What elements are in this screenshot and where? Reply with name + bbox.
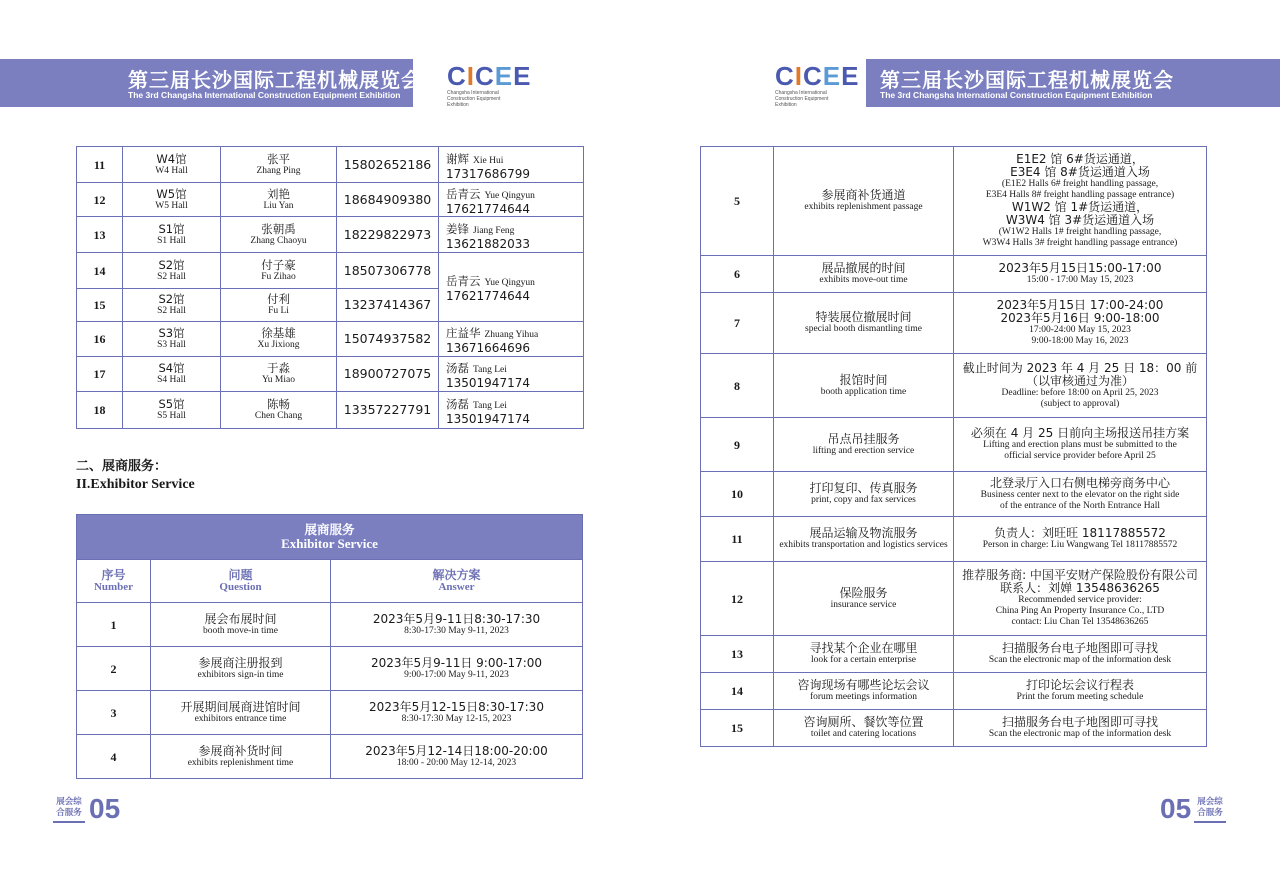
hall-cell: S2馆 S2 Hall — [123, 253, 221, 289]
answer-line: Person in charge: Liu Wangwang Tel 18117885572 — [982, 540, 1178, 550]
hall-contact-table — [76, 146, 584, 429]
row-number: 11 — [77, 147, 123, 183]
hall-cell: W5馆 W5 Hall — [123, 183, 221, 217]
row-number: 11 — [701, 517, 774, 562]
service-row — [701, 562, 1207, 636]
person-cell: 徐基雄 Xu Jixiong — [221, 322, 337, 357]
answer-line: 9:00-18:00 May 16, 2023 — [1031, 336, 1129, 346]
row-number: 15 — [701, 710, 774, 747]
hall-cell: S4馆 S4 Hall — [123, 357, 221, 392]
service-row — [701, 418, 1207, 472]
footer-label: 展会综合服务 — [56, 797, 82, 818]
answer-cell — [954, 293, 1207, 354]
answer-line: official service provider before April 25 — [1004, 451, 1156, 461]
footer-underline — [53, 821, 85, 823]
service-row — [701, 673, 1207, 710]
service-row — [77, 735, 583, 779]
question-cell: 展品撤展的时间 exhibits move-out time — [774, 256, 954, 293]
header-title-en: The 3rd Changsha International Construction Equipment Exhibition — [128, 90, 401, 100]
header-title-zh: 第三届长沙国际工程机械展览会 — [128, 68, 422, 92]
answer-line: China Ping An Property Insurance Co., LTD — [995, 606, 1165, 616]
footer-right — [1160, 794, 1230, 824]
answer-line: W1W2 馆 1#货运通道， — [1011, 200, 1149, 214]
answer-cell — [954, 636, 1207, 673]
row-number: 10 — [701, 472, 774, 517]
row-number: 15 — [77, 289, 123, 322]
service-row — [701, 517, 1207, 562]
answer-line: Lifting and erection plans must be submitted to the — [983, 440, 1177, 450]
person-cell: 刘艳 Liu Yan — [221, 183, 337, 217]
answer-line: Scan the electronic map of the information desk — [988, 655, 1172, 665]
row-number: 2 — [77, 647, 151, 691]
footer-underline — [1194, 821, 1226, 823]
row-number: 5 — [701, 147, 774, 256]
hall-cell: S5馆 S5 Hall — [123, 392, 221, 429]
answer-line: 推荐服务商: 中国平安财产保险股份有限公司 — [962, 568, 1198, 582]
service-row — [701, 354, 1207, 418]
hall-cell: S1馆 S1 Hall — [123, 217, 221, 253]
answer-line: E3E4 Halls 8# freight handling passage entrance) — [985, 190, 1175, 200]
service-row — [77, 603, 583, 647]
answer-line: 2023年5月15日15:00-17:00 — [998, 261, 1162, 275]
col-header-answer: 解决方案 Answer — [331, 560, 583, 603]
answer-line: (W1W2 Halls 1# freight handling passage, — [998, 227, 1162, 237]
exhibitor-service-table — [76, 514, 583, 779]
answer-line: 扫描服务台电子地图即可寻找 — [1001, 715, 1158, 729]
row-number: 9 — [701, 418, 774, 472]
row-number: 6 — [701, 256, 774, 293]
answer-cell — [954, 472, 1207, 517]
phone-cell: 15074937582 — [337, 322, 439, 357]
question-cell: 参展商补货时间 exhibits replenishment time — [151, 735, 331, 779]
header-title-zh: 第三届长沙国际工程机械展览会 — [880, 68, 1174, 92]
row-number: 17 — [77, 357, 123, 392]
row-number: 1 — [77, 603, 151, 647]
hall-cell: S3馆 S3 Hall — [123, 322, 221, 357]
answer-line: of the entrance of the North Entrance Hall — [999, 500, 1161, 511]
cicee-logo-left: CICEE Changsha International Construction Equipment Exhibition — [447, 61, 532, 108]
answer-cell: 2023年5月9-11日8:30-17:30 8:30-17:30 May 9-11, 2023 — [331, 603, 583, 647]
page-number: 05 — [1160, 793, 1192, 824]
answer-line: 联系人：刘婵 13548636265 — [1000, 581, 1160, 595]
col-header-number: 序号 Number — [77, 560, 151, 603]
answer-line: Scan the electronic map of the information desk — [988, 729, 1172, 739]
answer-line: （以审核通过为准） — [1025, 373, 1134, 388]
header-band-left — [0, 59, 422, 107]
contact-cell: 庄益华 Zhuang Yihua 13671664696 — [439, 322, 584, 357]
phone-cell: 18507306778 — [337, 253, 439, 289]
cicee-logo-right: CICEE Changsha International Construction Equipment Exhibition — [775, 61, 860, 108]
answer-cell — [954, 562, 1207, 636]
answer-line: Deadline: before 18:00 on April 25, 2023 — [1001, 387, 1159, 398]
service-row — [701, 710, 1207, 747]
answer-cell — [954, 256, 1207, 293]
service-row — [701, 293, 1207, 354]
answer-cell — [954, 710, 1207, 747]
header-title-en: The 3rd Changsha International Construction Equipment Exhibition — [880, 90, 1153, 100]
contact-cell: 汤磊 Tang Lei 13501947174 — [439, 357, 584, 392]
question-cell: 吊点吊挂服务 lifting and erection service — [774, 418, 954, 472]
answer-line: E3E4 馆 8#货运通道入场 — [1010, 165, 1150, 179]
answer-cell — [954, 354, 1207, 418]
service-row — [701, 636, 1207, 673]
question-cell: 打印复印、传真服务 print, copy and fax services — [774, 472, 954, 517]
question-cell: 寻找某个企业在哪里 look for a certain enterprise — [774, 636, 954, 673]
hall-cell: S2馆 S2 Hall — [123, 289, 221, 322]
answer-line: 打印论坛会议行程表 — [1025, 678, 1134, 692]
phone-cell: 18229822973 — [337, 217, 439, 253]
answer-line: 2023年5月16日 9:00-18:00 — [1000, 311, 1160, 325]
hall-row — [77, 217, 584, 253]
row-number: 7 — [701, 293, 774, 354]
logo-subtitle: Changsha International Construction Equipment Exhibition — [447, 90, 501, 108]
answer-cell — [954, 673, 1207, 710]
answer-line: (E1E2 Halls 6# freight handling passage, — [1001, 179, 1159, 189]
phone-cell: 18684909380 — [337, 183, 439, 217]
hall-cell: W4馆 W4 Hall — [123, 147, 221, 183]
answer-line: contact: Liu Chan Tel 13548636265 — [1011, 617, 1149, 627]
section-heading-zh: 二、展商服务： — [76, 459, 168, 474]
answer-line: 2023年5月15日 17:00-24:00 — [996, 298, 1164, 312]
answer-line: 15:00 - 17:00 May 15, 2023 — [1026, 275, 1134, 285]
answer-line: E1E2 馆 6#货运通道， — [1016, 152, 1144, 166]
answer-cell — [954, 418, 1207, 472]
question-cell: 开展期间展商进馆时间 exhibitors entrance time — [151, 691, 331, 735]
row-number: 3 — [77, 691, 151, 735]
row-number: 18 — [77, 392, 123, 429]
answer-line: Recommended service provider: — [1018, 595, 1142, 605]
answer-cell — [954, 517, 1207, 562]
logo-subtitle: Changsha International Construction Equipment Exhibition — [775, 90, 829, 108]
phone-cell: 15802652186 — [337, 147, 439, 183]
row-number: 14 — [77, 253, 123, 289]
answer-line: W3W4 馆 3#货运通道入场 — [1005, 213, 1155, 227]
person-cell: 陈畅 Chen Chang — [221, 392, 337, 429]
answer-cell: 2023年5月12-15日8:30-17:30 8:30-17:30 May 12-15, 2023 — [331, 691, 583, 735]
answer-line: 负责人：刘旺旺 18117885572 — [994, 526, 1166, 540]
person-cell: 张朝禹 Zhang Chaoyu — [221, 217, 337, 253]
answer-line: 北登录厅入口右侧电梯旁商务中心 — [989, 475, 1170, 490]
service-row — [701, 472, 1207, 517]
phone-cell: 18900727075 — [337, 357, 439, 392]
phone-cell: 13357227791 — [337, 392, 439, 429]
contact-cell: 姜锋 Jiang Feng 13621882033 — [439, 217, 584, 253]
answer-line: 17:00-24:00 May 15, 2023 — [1029, 325, 1131, 335]
hall-row — [77, 183, 584, 217]
page-number: 05 — [89, 793, 121, 824]
person-cell: 张平 Zhang Ping — [221, 147, 337, 183]
contact-cell: 岳青云 Yue Qingyun 17621774644 — [439, 253, 584, 322]
answer-line: Business center next to the elevator on the right side — [980, 489, 1180, 500]
service-table-title: 展商服务 Exhibitor Service — [77, 515, 583, 560]
answer-cell: 2023年5月12-14日18:00-20:00 18:00 - 20:00 May 12-14, 2023 — [331, 735, 583, 779]
question-cell: 咨询现场有哪些论坛会议 forum meetings information — [774, 673, 954, 710]
question-cell: 报馆时间 booth application time — [774, 354, 954, 418]
contact-cell: 谢辉 Xie Hui 17317686799 — [439, 147, 584, 183]
question-cell: 参展商注册报到 exhibitors sign-in time — [151, 647, 331, 691]
answer-line: 扫描服务台电子地图即可寻找 — [1001, 641, 1158, 655]
answer-line: 截止时间为 2023 年 4 月 25 日 18：00 前 — [962, 360, 1198, 375]
answer-cell: 2023年5月9-11日 9:00-17:00 9:00-17:00 May 9-11, 2023 — [331, 647, 583, 691]
answer-line: W3W4 Halls 3# freight handling passage entrance) — [982, 238, 1178, 248]
row-number: 13 — [701, 636, 774, 673]
answer-line: Print the forum meeting schedule — [1016, 692, 1144, 702]
hall-row — [77, 147, 584, 183]
question-cell: 展会布展时间 booth move-in time — [151, 603, 331, 647]
hall-row — [77, 392, 584, 429]
answer-line: 必须在 4 月 25 日前向主场报送吊挂方案 — [970, 426, 1190, 440]
service-row — [701, 256, 1207, 293]
hall-row — [77, 357, 584, 392]
person-cell: 付利 Fu Li — [221, 289, 337, 322]
question-cell: 咨询厕所、餐饮等位置 toilet and catering locations — [774, 710, 954, 747]
exhibitor-service-table-continued — [700, 146, 1207, 747]
header-band-right — [866, 59, 1280, 107]
person-cell: 于淼 Yu Miao — [221, 357, 337, 392]
question-cell: 保险服务 insurance service — [774, 562, 954, 636]
section-heading-en: II.Exhibitor Service — [76, 477, 195, 492]
row-number: 13 — [77, 217, 123, 253]
row-number: 16 — [77, 322, 123, 357]
col-header-question: 问题 Question — [151, 560, 331, 603]
service-row — [77, 647, 583, 691]
hall-row — [77, 253, 584, 289]
row-number: 14 — [701, 673, 774, 710]
contact-cell: 岳青云 Yue Qingyun 17621774644 — [439, 183, 584, 217]
person-cell: 付子豪 Fu Zihao — [221, 253, 337, 289]
answer-cell — [954, 147, 1207, 256]
footer-label: 展会综合服务 — [1197, 797, 1223, 818]
row-number: 12 — [701, 562, 774, 636]
footer-left — [53, 794, 123, 824]
answer-line: (subject to approval) — [1040, 398, 1120, 409]
row-number: 8 — [701, 354, 774, 418]
question-cell: 展品运输及物流服务 exhibits transportation and logistics services — [774, 517, 954, 562]
question-cell: 特装展位撤展时间 special booth dismantling time — [774, 293, 954, 354]
question-cell: 参展商补货通道 exhibits replenishment passage — [774, 147, 954, 256]
service-row — [77, 691, 583, 735]
contact-cell: 汤磊 Tang Lei 13501947174 — [439, 392, 584, 429]
row-number: 12 — [77, 183, 123, 217]
phone-cell: 13237414367 — [337, 289, 439, 322]
row-number: 4 — [77, 735, 151, 779]
service-row — [701, 147, 1207, 256]
hall-row — [77, 322, 584, 357]
